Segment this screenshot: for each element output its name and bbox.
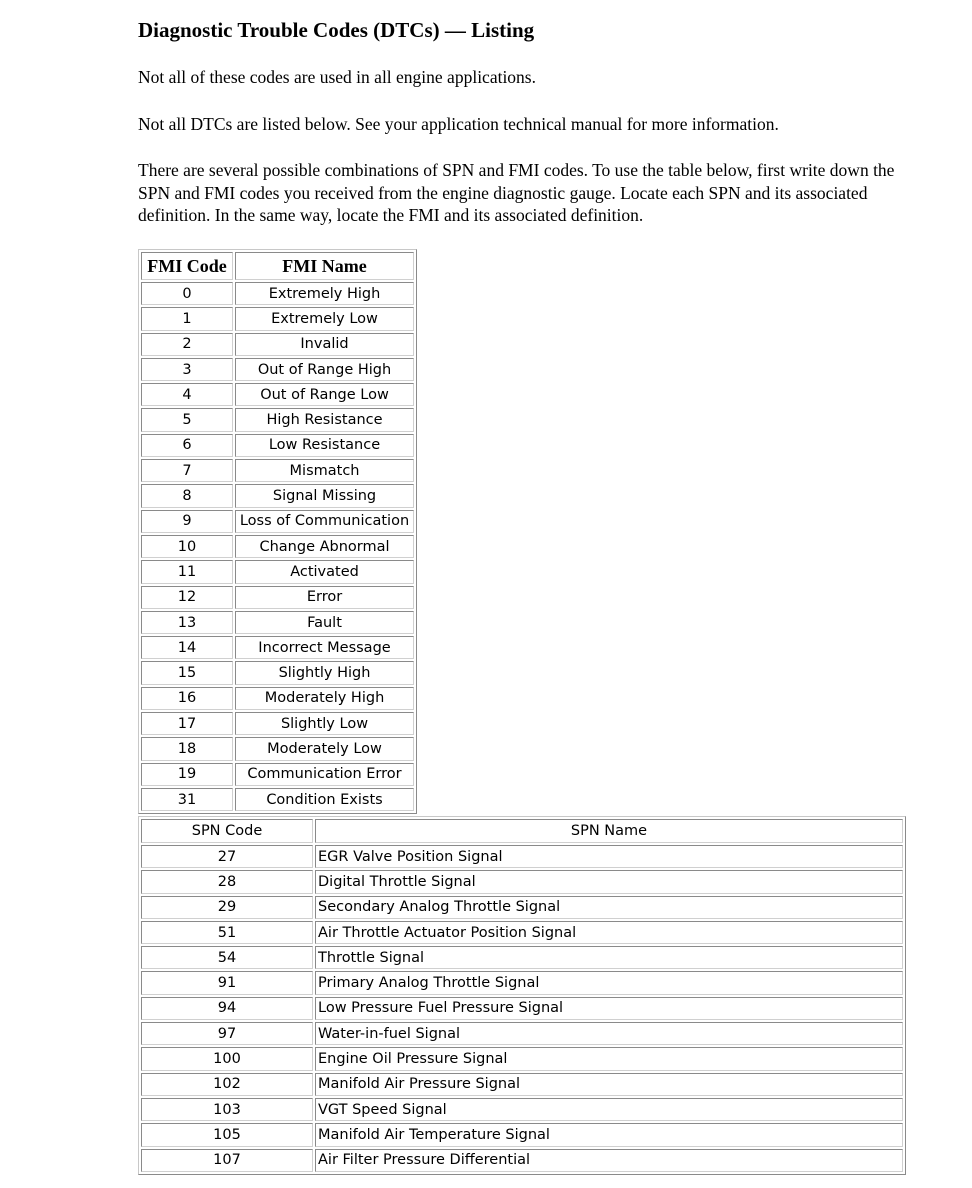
fmi-code-cell: 19	[141, 763, 233, 786]
spn-name-cell: Air Filter Pressure Differential	[315, 1149, 903, 1172]
fmi-name-cell: Communication Error	[235, 763, 414, 786]
fmi-name-cell: Moderately Low	[235, 737, 414, 760]
spn-row	[141, 1073, 903, 1096]
spn-table	[138, 816, 906, 1175]
fmi-code-cell: 17	[141, 712, 233, 735]
fmi-table	[138, 249, 417, 814]
spn-code-cell: 100	[141, 1047, 313, 1070]
spn-name-cell: Primary Analog Throttle Signal	[315, 971, 903, 994]
fmi-code-cell: 7	[141, 459, 233, 482]
spn-name-cell: EGR Valve Position Signal	[315, 845, 903, 868]
spn-row	[141, 1022, 903, 1045]
fmi-code-cell: 12	[141, 586, 233, 609]
spn-code-cell: 97	[141, 1022, 313, 1045]
fmi-name-cell: Loss of Communication	[235, 510, 414, 533]
fmi-row	[141, 484, 414, 507]
fmi-code-cell: 15	[141, 661, 233, 684]
fmi-row	[141, 358, 414, 381]
spn-code-cell: 94	[141, 997, 313, 1020]
spn-code-cell: 27	[141, 845, 313, 868]
fmi-code-cell: 11	[141, 560, 233, 583]
spn-name-cell: Secondary Analog Throttle Signal	[315, 896, 903, 919]
spn-name-cell: Engine Oil Pressure Signal	[315, 1047, 903, 1070]
fmi-row	[141, 712, 414, 735]
fmi-row	[141, 333, 414, 356]
spn-code-cell: 54	[141, 946, 313, 969]
fmi-row	[141, 307, 414, 330]
fmi-row	[141, 535, 414, 558]
spn-code-cell: 51	[141, 921, 313, 944]
intro-paragraph-1: Not all of these codes are used in all engine applications.	[138, 67, 536, 87]
spn-code-cell: 91	[141, 971, 313, 994]
fmi-name-cell: Invalid	[235, 333, 414, 356]
spn-row	[141, 1123, 903, 1146]
fmi-code-cell: 31	[141, 788, 233, 811]
fmi-code-cell: 10	[141, 535, 233, 558]
spn-row	[141, 971, 903, 994]
fmi-row	[141, 560, 414, 583]
spn-code-cell: 29	[141, 896, 313, 919]
spn-name-cell: Digital Throttle Signal	[315, 870, 903, 893]
spn-row	[141, 1047, 903, 1070]
fmi-name-cell: Extremely High	[235, 282, 414, 305]
intro-paragraph-2: Not all DTCs are listed below. See your application technical manual for more information.	[138, 114, 779, 134]
fmi-name-cell: High Resistance	[235, 408, 414, 431]
spn-name-cell: VGT Speed Signal	[315, 1098, 903, 1121]
fmi-name-header: FMI Name	[235, 252, 414, 280]
spn-row	[141, 896, 903, 919]
fmi-code-cell: 8	[141, 484, 233, 507]
fmi-code-cell: 2	[141, 333, 233, 356]
fmi-code-cell: 18	[141, 737, 233, 760]
fmi-code-cell: 1	[141, 307, 233, 330]
spn-row	[141, 946, 903, 969]
fmi-name-cell: Condition Exists	[235, 788, 414, 811]
fmi-code-cell: 14	[141, 636, 233, 659]
fmi-row	[141, 661, 414, 684]
fmi-row	[141, 611, 414, 634]
fmi-name-cell: Out of Range Low	[235, 383, 414, 406]
fmi-name-cell: Fault	[235, 611, 414, 634]
fmi-row	[141, 788, 414, 811]
spn-row	[141, 921, 903, 944]
fmi-name-cell: Moderately High	[235, 687, 414, 710]
fmi-name-cell: Extremely Low	[235, 307, 414, 330]
fmi-header-row	[141, 252, 414, 280]
fmi-name-cell: Incorrect Message	[235, 636, 414, 659]
fmi-name-cell: Mismatch	[235, 459, 414, 482]
fmi-code-cell: 5	[141, 408, 233, 431]
spn-code-cell: 28	[141, 870, 313, 893]
fmi-code-cell: 0	[141, 282, 233, 305]
spn-name-header: SPN Name	[315, 819, 903, 843]
spn-row	[141, 997, 903, 1020]
fmi-row	[141, 434, 414, 457]
fmi-row	[141, 737, 414, 760]
fmi-row	[141, 408, 414, 431]
intro-paragraph-3: There are several possible combinations of SPN and FMI codes. To use the table below, first write down the SPN and FMI codes you received from the engine diagnostic gauge. Locate each SPN and its associated definition. In the same way, locate the FMI and its associated definition.	[138, 160, 895, 225]
spn-name-cell: Manifold Air Pressure Signal	[315, 1073, 903, 1096]
spn-code-cell: 103	[141, 1098, 313, 1121]
fmi-code-cell: 9	[141, 510, 233, 533]
fmi-name-cell: Slightly High	[235, 661, 414, 684]
fmi-name-cell: Slightly Low	[235, 712, 414, 735]
spn-name-cell: Water-in-fuel Signal	[315, 1022, 903, 1045]
spn-row	[141, 845, 903, 868]
fmi-row	[141, 282, 414, 305]
fmi-name-cell: Activated	[235, 560, 414, 583]
spn-row	[141, 1149, 903, 1172]
spn-name-cell: Low Pressure Fuel Pressure Signal	[315, 997, 903, 1020]
fmi-row	[141, 510, 414, 533]
fmi-code-cell: 6	[141, 434, 233, 457]
spn-name-cell: Throttle Signal	[315, 946, 903, 969]
fmi-row	[141, 636, 414, 659]
fmi-name-cell: Change Abnormal	[235, 535, 414, 558]
fmi-row	[141, 687, 414, 710]
fmi-row	[141, 763, 414, 786]
fmi-name-cell: Out of Range High	[235, 358, 414, 381]
spn-code-cell: 102	[141, 1073, 313, 1096]
fmi-name-cell: Error	[235, 586, 414, 609]
spn-header-row	[141, 819, 903, 843]
spn-code-header: SPN Code	[141, 819, 313, 843]
fmi-code-cell: 16	[141, 687, 233, 710]
fmi-code-cell: 13	[141, 611, 233, 634]
fmi-name-cell: Signal Missing	[235, 484, 414, 507]
spn-name-cell: Manifold Air Temperature Signal	[315, 1123, 903, 1146]
fmi-code-cell: 3	[141, 358, 233, 381]
fmi-row	[141, 383, 414, 406]
fmi-row	[141, 586, 414, 609]
page-title: Diagnostic Trouble Codes (DTCs) — Listing	[138, 18, 535, 42]
spn-row	[141, 870, 903, 893]
fmi-code-cell: 4	[141, 383, 233, 406]
spn-name-cell: Air Throttle Actuator Position Signal	[315, 921, 903, 944]
fmi-name-cell: Low Resistance	[235, 434, 414, 457]
spn-code-cell: 107	[141, 1149, 313, 1172]
fmi-code-header: FMI Code	[141, 252, 233, 280]
spn-row	[141, 1098, 903, 1121]
spn-code-cell: 105	[141, 1123, 313, 1146]
fmi-row	[141, 459, 414, 482]
